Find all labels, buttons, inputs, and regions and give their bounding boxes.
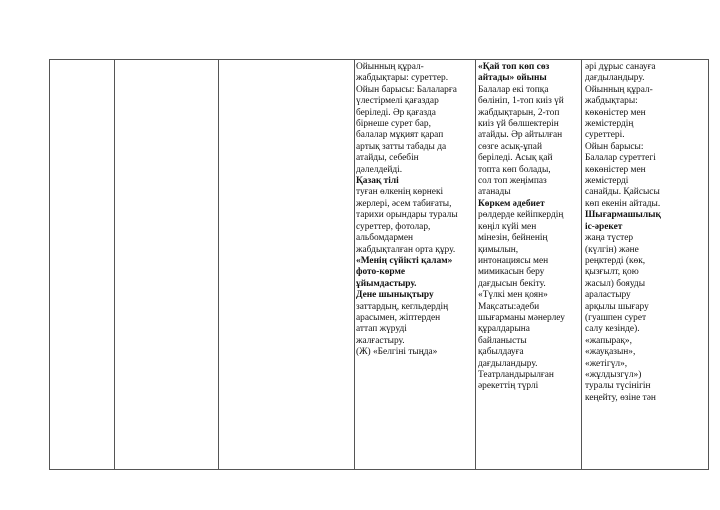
- text-line: әрекеттің түрлі: [478, 381, 539, 392]
- text-line: аттап жүруді: [356, 324, 407, 335]
- text-line: Ойын барысы:: [585, 141, 644, 152]
- cell-col7: [585, 62, 661, 404]
- text-line: Дене шынықтыру: [356, 290, 434, 301]
- text-line: Балалар суреттегі: [585, 153, 656, 164]
- text-line: арасымен, жіптерден: [356, 312, 441, 323]
- text-line: киіз үй бөлшектерін: [478, 119, 559, 130]
- text-line: «Менің сүйікті қалам»: [356, 255, 453, 266]
- text-line: іс-әрекет: [585, 221, 623, 232]
- text-line: мінезін, бейненің: [478, 233, 548, 244]
- text-line: қабылдауға: [478, 347, 524, 358]
- text-line: дәлелдейді.: [356, 164, 403, 175]
- text-line: интонациясы мен: [478, 255, 549, 266]
- cell-col5: [356, 62, 458, 359]
- text-line: көп екенін айтады.: [585, 198, 661, 209]
- text-line: Театрландырылған: [478, 369, 554, 380]
- text-line: бірнеше сурет бар,: [356, 119, 431, 130]
- text-line: (күлгін) және: [585, 244, 639, 255]
- text-line: сөзге асық-ұпай: [478, 141, 542, 152]
- text-line: үлестірмелі қағаздар: [356, 96, 439, 107]
- text-line: Көркем әдебиет: [478, 198, 545, 209]
- text-line: байланысты: [478, 335, 527, 346]
- text-line: жемістерді: [585, 176, 629, 187]
- text-line: айтады» ойыны: [478, 73, 547, 84]
- text-line: мимикасын беру: [478, 267, 545, 278]
- text-line: (гуашпен сурет: [585, 312, 647, 323]
- text-line: бөлініп, 1-топ киіз үй: [478, 96, 564, 107]
- column-divider: [581, 60, 582, 469]
- column-divider: [114, 60, 115, 469]
- text-line: реңктерді (көк,: [585, 255, 646, 266]
- text-line: «жауқазын»,: [585, 347, 636, 358]
- text-line: қимылын,: [478, 244, 519, 255]
- text-line: жемістердің: [585, 119, 634, 130]
- text-line: шығарманы мәнерлеу: [478, 312, 565, 323]
- text-line: арқылы шығару: [585, 301, 649, 312]
- text-line: атайды, себебін: [356, 153, 419, 164]
- text-line: араластыру: [585, 290, 631, 301]
- text-line: суреттері.: [585, 130, 625, 141]
- text-line: Ойын барысы: Балаларға: [356, 84, 457, 95]
- text-line: рөлдерде кейіпкердің: [478, 210, 564, 221]
- text-line: дағдыландыру.: [585, 73, 645, 84]
- text-line: туған өлкенің көрнекі: [356, 187, 444, 198]
- text-line: дағдысын бекіту.: [478, 278, 546, 289]
- text-line: «Қай топ көп сөз: [478, 62, 550, 72]
- text-line: көкөністер мен: [585, 107, 646, 118]
- text-line: атайды. Әр айтылған: [478, 130, 563, 141]
- plan-table: [49, 59, 709, 470]
- text-line: сол топ жеңімпаз: [478, 176, 547, 187]
- text-line: көкөністер мен: [585, 164, 646, 175]
- text-line: альбомдармен: [356, 233, 413, 244]
- text-line: топта көп болады,: [478, 164, 551, 175]
- text-line: жасыл) бояуды: [585, 278, 645, 289]
- text-line: Балалар екі топқа: [478, 84, 549, 95]
- text-line: жерлері, әсем табиғаты,: [356, 198, 452, 209]
- text-line: «жұлдызгүл»): [585, 369, 642, 380]
- text-line: артық затты табады да: [356, 141, 447, 152]
- text-line: құралдарына: [478, 324, 530, 335]
- text-line: жабдықтары: суреттер.: [356, 73, 449, 84]
- text-line: әрі дұрыс санауға: [585, 62, 656, 72]
- text-line: жалғастыру.: [356, 335, 405, 346]
- text-line: кеңейту, өзіне тән: [585, 392, 656, 403]
- text-line: «Түлкі мен қоян»: [478, 290, 548, 301]
- text-line: жабдықталған орта құру.: [356, 244, 456, 255]
- text-line: (Ж) «Белгіні тыңда»: [356, 347, 438, 358]
- text-line: санайды. Қайсысы: [585, 187, 660, 198]
- text-line: атанады: [478, 187, 511, 198]
- text-line: суреттер, фотолар,: [356, 221, 431, 232]
- text-line: заттардың, кегльдердің: [356, 301, 449, 312]
- text-line: ұйымдастыру.: [356, 278, 417, 289]
- text-line: Шығармашылық: [585, 210, 661, 221]
- text-line: қызғылт, қою: [585, 267, 639, 278]
- text-line: Ойынның құрал-: [585, 84, 653, 95]
- column-divider: [475, 60, 476, 469]
- column-divider: [218, 60, 219, 469]
- cell-col6: [478, 62, 565, 393]
- text-line: салу кезінде).: [585, 324, 640, 335]
- text-line: жабдықтарын, 2-топ: [478, 107, 560, 118]
- text-line: туралы түсінігін: [585, 381, 651, 392]
- text-line: балалар мұқият қарап: [356, 130, 444, 141]
- text-line: жабдықтары:: [585, 96, 638, 107]
- text-line: жаңа түстер: [585, 233, 634, 244]
- text-line: Мақсаты:әдеби: [478, 301, 540, 312]
- text-line: Қазақ тілі: [356, 176, 399, 187]
- text-line: беріледі. Асық қай: [478, 153, 553, 164]
- text-line: тарихи орындары туралы: [356, 210, 458, 221]
- text-line: көңіл күйі мен: [478, 221, 537, 232]
- text-line: беріледі. Әр қағазда: [356, 107, 436, 118]
- column-divider: [354, 60, 355, 469]
- text-line: «жетігүл»,: [585, 358, 628, 369]
- text-line: дағдыландыру.: [478, 358, 538, 369]
- text-line: фото-көрме: [356, 267, 406, 278]
- text-line: Ойынның құрал-: [356, 62, 424, 72]
- text-line: «жапырақ»,: [585, 335, 632, 346]
